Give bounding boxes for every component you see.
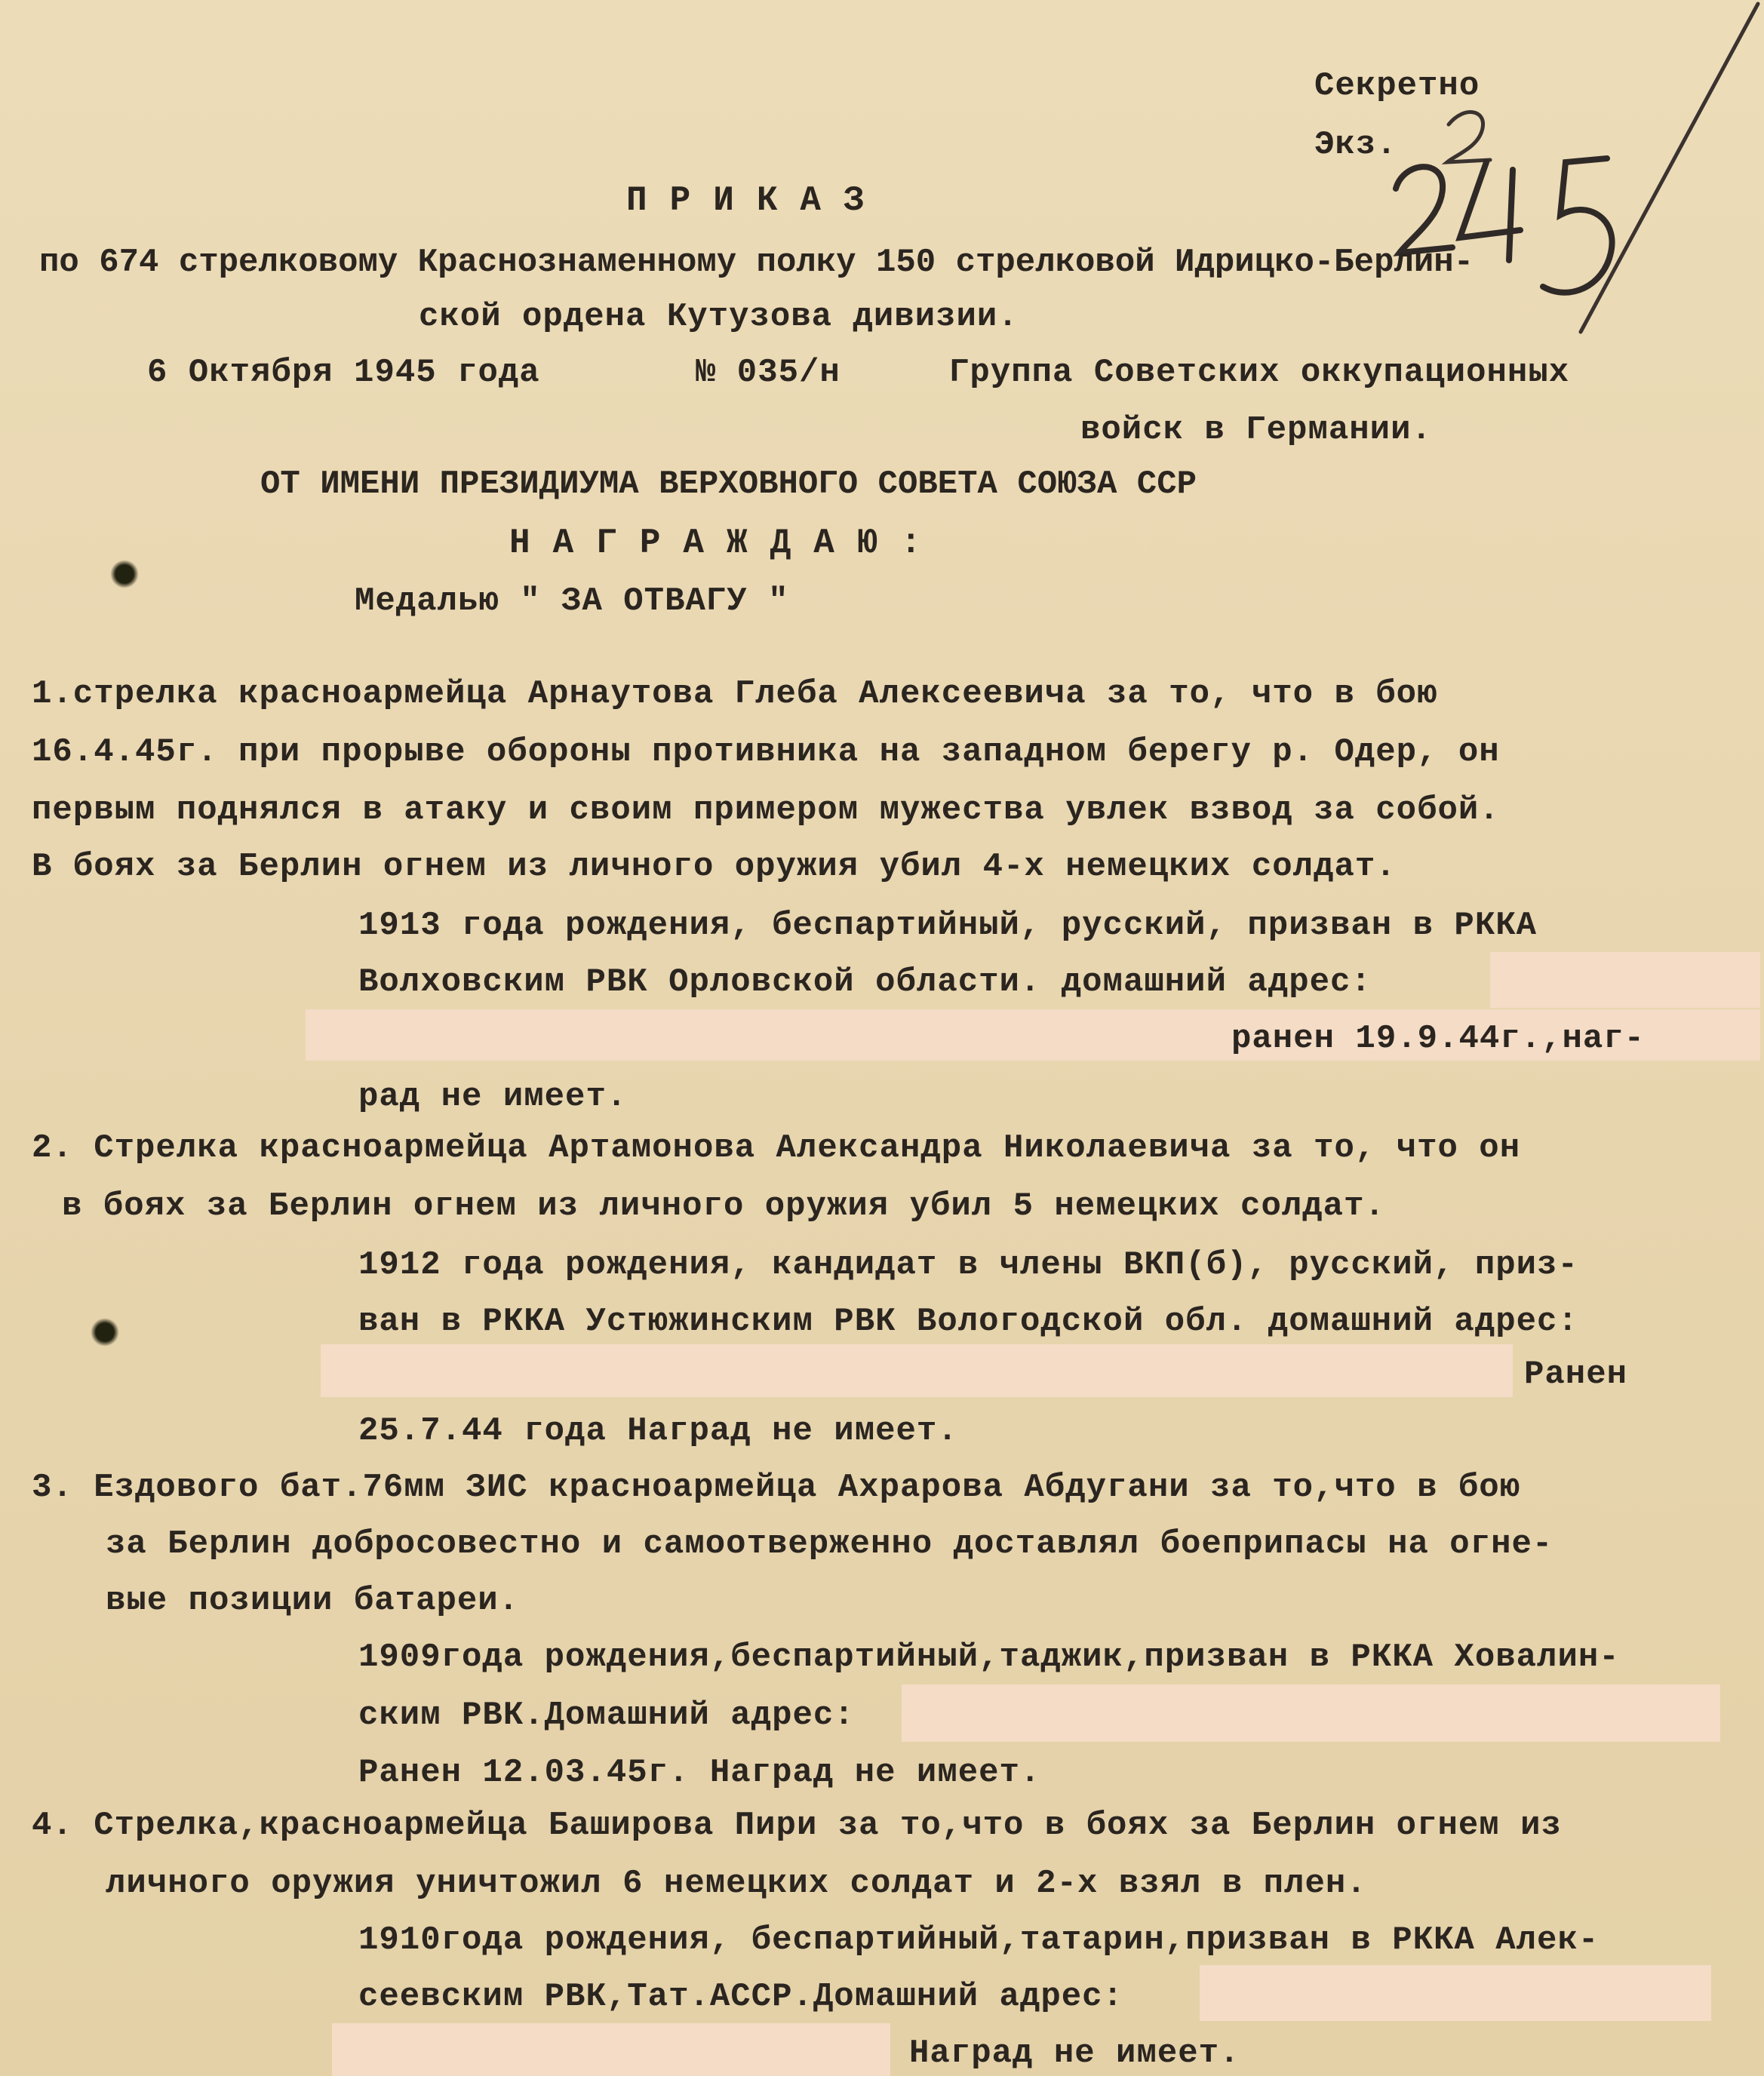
entry-4-line-2: личного оружия уничтожил 6 немецких солдат и 2-х взял в плен. <box>106 1865 1367 1902</box>
entry-2-line-2: в боях за Берлин огнем из личного оружия убил 5 немецких солдат. <box>62 1187 1385 1225</box>
redaction-box <box>1200 1965 1711 2021</box>
redaction-box <box>332 2023 890 2076</box>
entry-3-bio-1: 1909года рождения,беспартийный,таджик,призван в РККА Ховалин- <box>358 1638 1620 1676</box>
award-verb: НАГРАЖДАЮ: <box>509 524 945 563</box>
entry-4-bio-1: 1910года рождения, беспартийный,татарин,призван в РККА Алек- <box>358 1921 1600 1959</box>
order-number: № 035/н <box>696 354 841 392</box>
redaction-box <box>321 1344 1513 1397</box>
redaction-box <box>1490 952 1760 1008</box>
entry-3-line-2: за Берлин добросовестно и самоотверженно доставлял боеприпасы на огне- <box>106 1525 1553 1563</box>
ink-blot-icon <box>110 560 139 588</box>
entry-1-bio-1: 1913 года рождения, беспартийный, русский, призван в РККА <box>358 907 1538 944</box>
redaction-box <box>902 1684 1720 1742</box>
entry-3-line-1: 3. Ездового бат.76мм ЗИС красноармейца Ахрарова Абдугани за то,что в бою <box>32 1469 1521 1506</box>
order-location-line1: Группа Советских оккупационных <box>949 354 1570 392</box>
ink-blot-icon <box>91 1318 119 1347</box>
entry-1-line-1: 1.стрелка красноармейца Арнаутова Глеба Алексеевича за то, что в бою <box>32 675 1438 713</box>
order-title: ПРИКАЗ <box>626 181 887 220</box>
classification-mark: Секретно <box>1314 67 1480 105</box>
copy-label: Экз. <box>1314 126 1397 164</box>
entry-2-bio-3: Ранен <box>1524 1356 1628 1393</box>
entry-4-line-1: 4. Стрелка,красноармейца Баширова Пири за то,что в боях за Берлин огнем из <box>32 1807 1562 1844</box>
entry-2-line-1: 2. Стрелка красноармейца Артамонова Александра Николаевича за то, что он <box>32 1129 1521 1167</box>
order-subtitle-line2: ской ордена Кутузова дивизии. <box>419 298 1019 336</box>
order-subtitle-line1: по 674 стрелковому Краснознаменному полку 150 стрелковой Идрицко-Берлин- <box>39 244 1474 281</box>
order-date: 6 Октября 1945 года <box>147 354 540 392</box>
entry-3-bio-3: Ранен 12.03.45г. Наград не имеет. <box>358 1754 1041 1792</box>
entry-1-bio-2: Волховским РВК Орловской области. домашний адрес: <box>358 963 1372 1001</box>
entry-2-bio-1: 1912 года рождения, кандидат в члены ВКП(б), русский, приз- <box>358 1246 1578 1284</box>
entry-3-line-3: вые позиции батареи. <box>106 1582 520 1620</box>
medal-name: Медалью " ЗА ОТВАГУ " <box>355 582 789 620</box>
entry-4-bio-3: Наград не имеет. <box>909 2035 1240 2072</box>
entry-1-line-3: первым поднялся в атаку и своим примером мужества увлек взвод за собой. <box>32 791 1500 829</box>
handwritten-signature-icon <box>1358 0 1764 347</box>
entry-2-bio-4: 25.7.44 года Наград не имеет. <box>358 1412 958 1450</box>
entry-4-bio-2: сеевским РВК,Тат.АССР.Домашний адрес: <box>358 1978 1123 2016</box>
entry-1-bio-4: рад не имеет. <box>358 1078 628 1116</box>
entry-3-bio-2: ским РВК.Домашний адрес: <box>358 1697 855 1734</box>
order-authority: ОТ ИМЕНИ ПРЕЗИДИУМА ВЕРХОВНОГО СОВЕТА СОЮЗА ССР <box>260 465 1197 503</box>
entry-1-line-2: 16.4.45г. при прорыве обороны противника на западном берегу р. Одер, он <box>32 733 1500 771</box>
order-location-line2: войск в Германии. <box>1080 411 1432 449</box>
entry-1-bio-3: ранен 19.9.44г.,наг- <box>1231 1020 1646 1058</box>
entry-2-bio-2: ван в РККА Устюжинским РВК Вологодской обл. домашний адрес: <box>358 1303 1578 1340</box>
entry-1-line-4: В боях за Берлин огнем из личного оружия убил 4-х немецких солдат. <box>32 848 1397 886</box>
